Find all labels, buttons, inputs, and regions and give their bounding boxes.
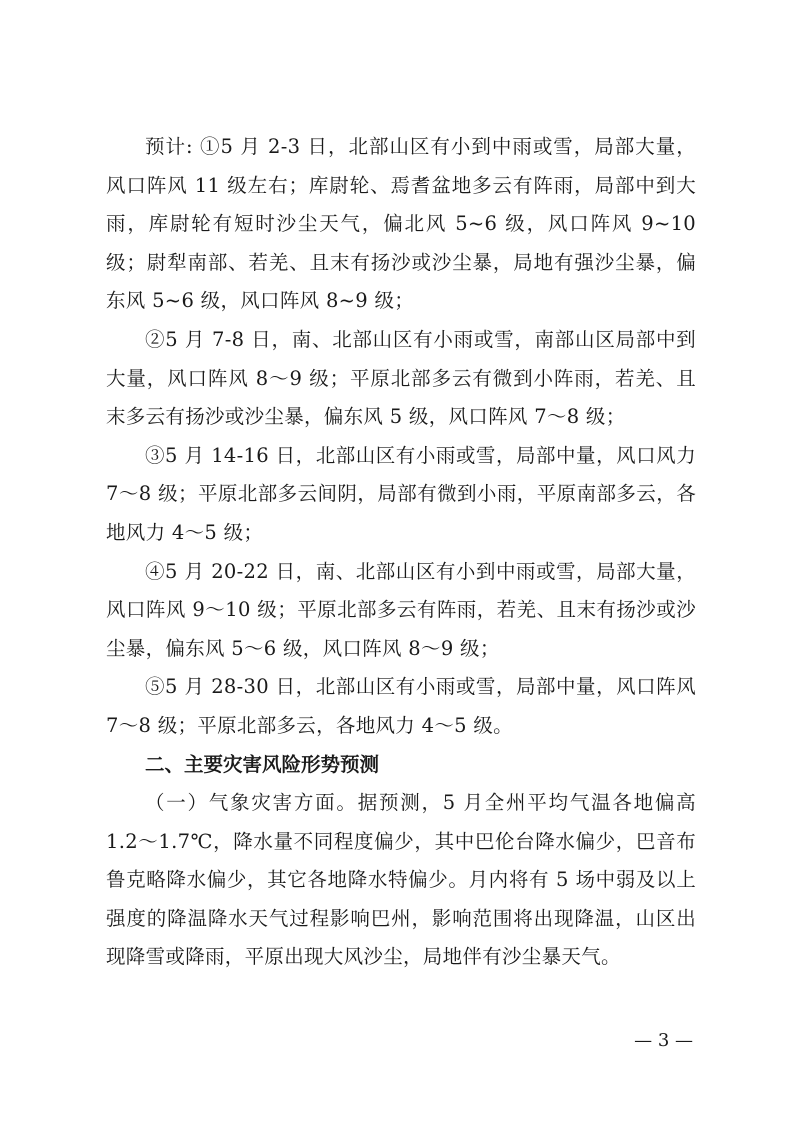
forecast-paragraph-4: ④5 月 20-22 日，南、北部山区有小到中雨或雪，局部大量，风口阵风 9～10 级；平原北部多云有阵雨，若羌、且末有扬沙或沙尘暴，偏东风 5～6 级，风口阵风 8～9 级； [106,559,696,660]
document-body [106,128,696,977]
forecast-paragraph-2: ②5 月 7-8 日，南、北部山区有小雨或雪，南部山区局部中到大量，风口阵风 8～9 级；平原北部多云有微到小阵雨，若羌、且末多云有扬沙或沙尘暴，偏东风 5 级，风口阵风 7～8 级； [106,327,696,429]
section-heading: 二、主要灾害风险形势预测 [145,752,380,776]
forecast-paragraph-3: ③5 月 14-16 日，北部山区有小雨或雪，局部中量，风口风力 7～8 级；平原北部多云间阴，局部有微到小雨，平原南部多云，各地风力 4～5 级； [106,443,696,544]
forecast-paragraph-1: 预计: ①5 月 2-3 日，北部山区有小到中雨或雪，局部大量，风口阵风 11 级左右；库尉轮、焉耆盆地多云有阵雨，局部中到大雨，库尉轮有短时沙尘天气，偏北风 5~6 级，风口阵风 9~10 级；尉犁南部、若羌、且末有扬沙或沙尘暴，局地有强沙尘暴，偏东风 5~6 级，风口阵风 8~9 级； [106,135,696,313]
subsection-body: 据预测，5 月全州平均气温各地偏高 1.2～1.7℃，降水量不同程度偏少，其中巴伦台降水偏少，巴音布鲁克略降水偏少，其它各地降水特偏少。月内将有 5 场中弱及以上强度的降温降水天气过程影响巴州，影响范围将出现降温，山区出现降雪或降雨，平原出现大风沙尘，局地伴有沙尘暴天气。 [106,791,696,969]
subsection-heading: （一）气象灾害方面。 [145,791,358,815]
subsection-paragraph [106,784,696,977]
forecast-paragraph-5: ⑤5 月 28-30 日，北部山区有小雨或雪，局部中量，风口阵风 7～8 级；平原北部多云，各地风力 4～5 级。 [106,675,696,737]
page-number: — 3 — [634,1030,693,1051]
